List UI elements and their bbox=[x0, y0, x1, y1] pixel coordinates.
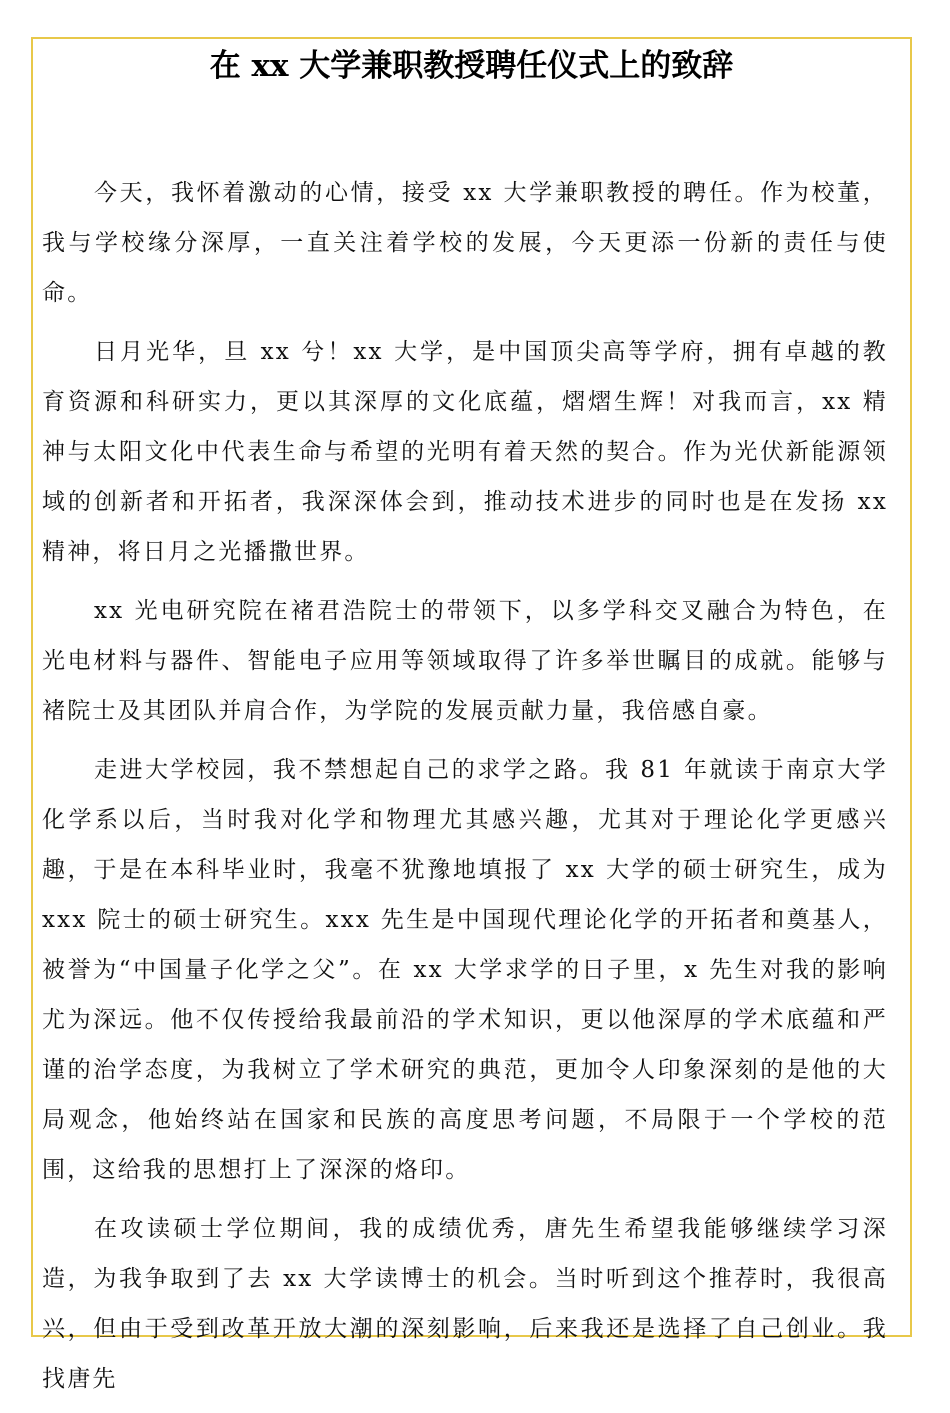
paragraph-2: 日月光华，旦 xx 兮！xx 大学，是中国顶尖高等学府，拥有卓越的教育资源和科研实力，更以其深厚的文化底蕴，熠熠生辉！对我而言，xx 精神与太阳文化中代表生命与希望的光明有着天然的契合。作为光伏新能源领域的创新者和开拓者，我深深体会到，推动技术进步的同时也是在发扬 xx 精神，将日月之光播撒世界。 bbox=[42, 339, 888, 565]
document-title: 在 xx 大学兼职教授聘任仪式上的致辞 bbox=[209, 48, 734, 84]
paragraph-3: xx 光电研究院在褚君浩院士的带领下，以多学科交叉融合为特色，在光电材料与器件、智能电子应用等领域取得了许多举世瞩目的成就。能够与褚院士及其团队并肩合作，为学院的发展贡献力量，我倍感自豪。 bbox=[42, 598, 888, 724]
paragraph-4: 走进大学校园，我不禁想起自己的求学之路。我 81 年就读于南京大学化学系以后，当时我对化学和物理尤其感兴趣，尤其对于理论化学更感兴趣，于是在本科毕业时，我毫不犹豫地填报了 xx 大学的硕士研究生，成为 xxx 院士的硕士研究生。xxx 先生是中国现代理论化学的开拓者和奠基人，被誉为“中国量子化学之父”。在 xx 大学求学的日子里，x 先生对我的影响尤为深远。他不仅传授给我最前沿的学术知识，更以他深厚的学术底蕴和严谨的治学态度，为我树立了学术研究的典范，更加令人印象深刻的是他的大局观念，他始终站在国家和民族的高度思考问题，不局限于一个学校的范围，这给我的思想打上了深深的烙印。 bbox=[42, 757, 888, 1183]
paragraph-1: 今天，我怀着激动的心情，接受 xx 大学兼职教授的聘任。作为校董，我与学校缘分深厚，一直关注着学校的发展，今天更添一份新的责任与使命。 bbox=[42, 180, 888, 306]
document-body bbox=[42, 168, 888, 1413]
paragraph-5: 在攻读硕士学位期间，我的成绩优秀，唐先生希望我能够继续学习深造，为我争取到了去 xx 大学读博士的机会。当时听到这个推荐时，我很高兴，但由于受到改革开放大潮的深刻影响，后来我还是选择了自己创业。我找唐先 bbox=[42, 1216, 888, 1392]
